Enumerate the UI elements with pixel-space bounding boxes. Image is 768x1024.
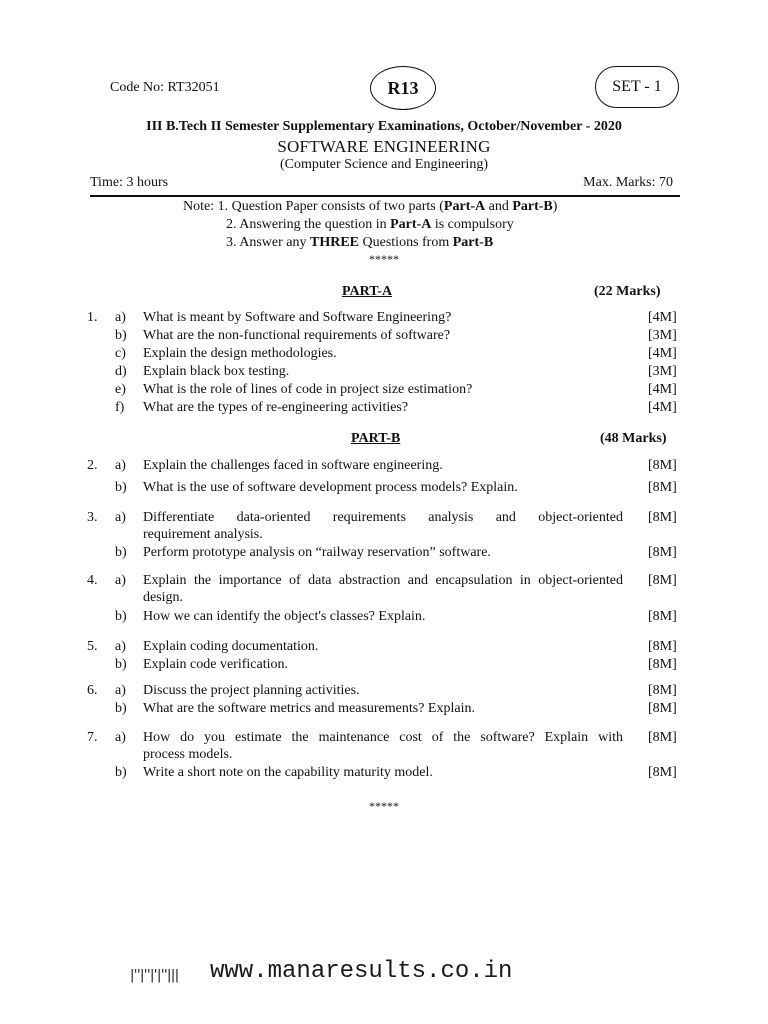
question-number: 7. (87, 730, 98, 745)
question-marks: [8M] (648, 480, 677, 495)
code-number: Code No: RT32051 (110, 80, 220, 95)
header-divider (90, 195, 680, 197)
part-a-title: PART-A (342, 284, 393, 299)
sub-label: b) (115, 609, 127, 624)
question-marks: [3M] (648, 328, 677, 343)
question-text: What is meant by Software and Software Engineering? (143, 310, 452, 325)
sub-label: a) (115, 683, 126, 698)
sub-label: a) (115, 310, 126, 325)
notes-separator: ***** (369, 252, 399, 266)
exam-title: III B.Tech II Semester Supplementary Examinations, October/November - 2020 (146, 119, 622, 134)
question-number: 2. (87, 458, 98, 473)
question-text-continued: requirement analysis. (143, 527, 263, 542)
note-line-2: 2. Answering the question in Part-A is compulsory (226, 217, 514, 232)
sub-label: f) (115, 400, 125, 415)
sub-label: c) (115, 346, 126, 361)
question-number: 3. (87, 510, 98, 525)
question-text: Write a short note on the capability maturity model. (143, 765, 433, 780)
question-number: 6. (87, 683, 98, 698)
regulation-label: R13 (387, 77, 419, 98)
question-marks: [8M] (648, 765, 677, 780)
question-marks: [8M] (648, 545, 677, 560)
part-b-marks: (48 Marks) (600, 431, 667, 446)
question-text: Explain the design methodologies. (143, 346, 337, 361)
note-line-1: Note: 1. Question Paper consists of two parts (Part-A and Part-B) (183, 199, 558, 214)
question-marks: [4M] (648, 310, 677, 325)
question-text: Explain the importance of data abstraction and encapsulation in object-oriented (143, 573, 623, 588)
sub-label: b) (115, 657, 127, 672)
subject-title: SOFTWARE ENGINEERING (277, 137, 491, 156)
question-marks: [8M] (648, 609, 677, 624)
sub-label: d) (115, 364, 127, 379)
sub-label: a) (115, 639, 126, 654)
question-marks: [4M] (648, 382, 677, 397)
question-text: What is the use of software development process models? Explain. (143, 480, 518, 495)
question-text: Explain code verification. (143, 657, 288, 672)
sub-label: b) (115, 328, 127, 343)
question-text: What are the software metrics and measurements? Explain. (143, 701, 475, 716)
question-text-continued: process models. (143, 747, 233, 762)
question-text-continued: design. (143, 590, 184, 605)
question-text: How we can identify the object's classes? Explain. (143, 609, 426, 624)
question-text: Discuss the project planning activities. (143, 683, 360, 698)
footer-url: www.manaresults.co.in (210, 958, 513, 985)
regulation-badge (370, 66, 436, 110)
question-text: Explain the challenges faced in software engineering. (143, 458, 443, 473)
part-b-title: PART-B (351, 431, 401, 446)
question-marks: [8M] (648, 458, 677, 473)
question-marks: [8M] (648, 510, 677, 525)
question-marks: [8M] (648, 573, 677, 588)
question-text: What are the types of re-engineering activities? (143, 400, 409, 415)
question-text: What are the non-functional requirements of software? (143, 328, 451, 343)
sub-label: a) (115, 730, 126, 745)
sub-label: b) (115, 545, 127, 560)
question-marks: [3M] (648, 364, 677, 379)
part-a-marks: (22 Marks) (594, 284, 661, 299)
question-text: Perform prototype analysis on “railway reservation” software. (143, 545, 491, 560)
question-marks: [8M] (648, 730, 677, 745)
sub-label: b) (115, 765, 127, 780)
question-marks: [8M] (648, 657, 677, 672)
question-text: How do you estimate the maintenance cost of the software? Explain with (143, 730, 623, 745)
question-text: Explain coding documentation. (143, 639, 319, 654)
question-number: 1. (87, 310, 98, 325)
sub-label: b) (115, 480, 127, 495)
end-separator: ***** (369, 799, 399, 813)
sub-label: a) (115, 573, 126, 588)
set-label: SET - 1 (612, 78, 662, 95)
question-marks: [4M] (648, 346, 677, 361)
question-number: 5. (87, 639, 98, 654)
max-marks: Max. Marks: 70 (583, 175, 673, 190)
sub-label: a) (115, 510, 126, 525)
question-text: Differentiate data-oriented requirements analysis and object-oriented (143, 510, 623, 525)
barcode: |''|''|'|''||| (130, 968, 179, 983)
sub-label: a) (115, 458, 126, 473)
question-text: Explain black box testing. (143, 364, 290, 379)
sub-label: e) (115, 382, 126, 397)
branch-name: (Computer Science and Engineering) (280, 157, 488, 172)
question-marks: [8M] (648, 683, 677, 698)
question-marks: [8M] (648, 701, 677, 716)
question-number: 4. (87, 573, 98, 588)
note-line-3: 3. Answer any THREE Questions from Part-B (226, 235, 494, 250)
question-marks: [8M] (648, 639, 677, 654)
set-badge (595, 66, 679, 108)
question-text: What is the role of lines of code in project size estimation? (143, 382, 473, 397)
sub-label: b) (115, 701, 127, 716)
time-duration: Time: 3 hours (90, 175, 169, 190)
question-marks: [4M] (648, 400, 677, 415)
